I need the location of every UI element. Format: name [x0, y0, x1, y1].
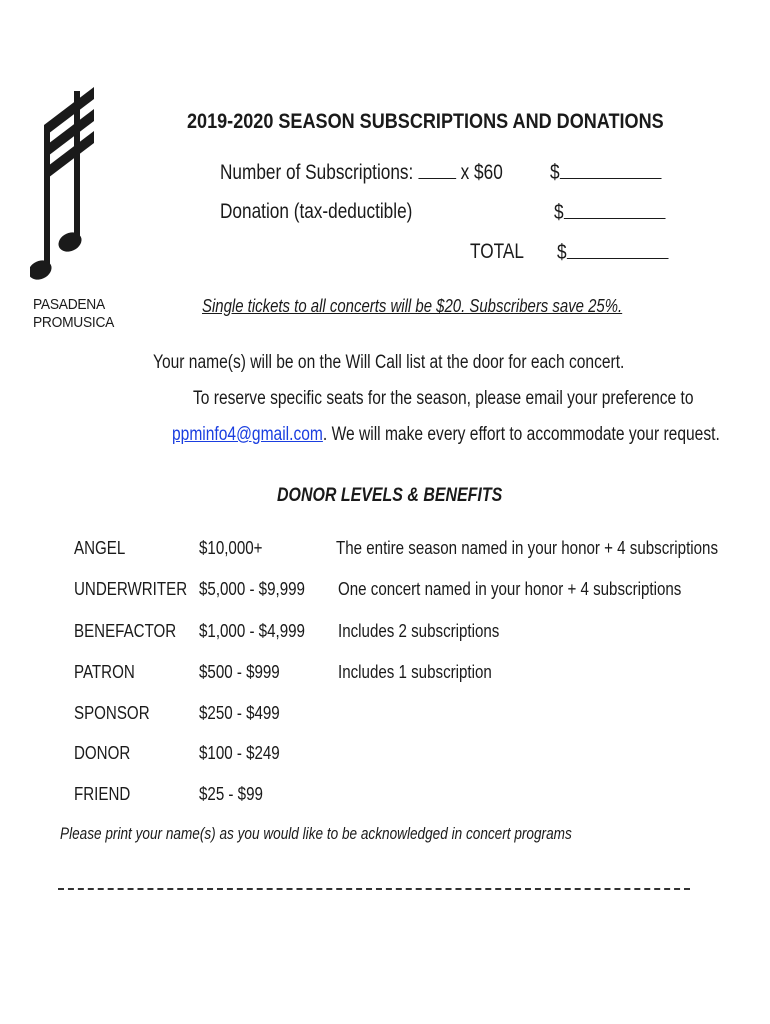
level-range: $100 - $249 — [199, 743, 280, 763]
subscriptions-count-field[interactable] — [418, 160, 456, 179]
donor-levels-title: DONOR LEVELS & BENEFITS — [277, 485, 503, 506]
level-name: DONOR — [74, 743, 131, 763]
level-range: $10,000+ — [199, 538, 263, 558]
subscriptions-label: Number of Subscriptions: — [220, 161, 414, 184]
level-name: FRIEND — [74, 784, 131, 804]
level-benefit: One concert named in your honor + 4 subscriptions — [338, 579, 682, 599]
logo-wordmark-line2: PROMUSICA — [33, 314, 115, 331]
currency-sign: $ — [554, 201, 564, 224]
level-name: SPONSOR — [74, 703, 150, 723]
donation-amount — [554, 200, 665, 225]
level-benefit: Includes 1 subscription — [338, 662, 492, 682]
level-name: PATRON — [74, 662, 135, 682]
level-benefit: Includes 2 subscriptions — [338, 621, 500, 641]
level-range: $250 - $499 — [199, 703, 280, 723]
subscriptions-price: x $60 — [460, 161, 503, 184]
subscriptions-row — [220, 160, 503, 185]
contact-line — [172, 424, 720, 446]
level-range: $500 - $999 — [199, 662, 280, 682]
level-name: ANGEL — [74, 538, 126, 558]
acknowledgement-instruction: Please print your name(s) as you would like to be acknowledged in concert programs — [60, 824, 572, 843]
donation-amount-field[interactable] — [564, 200, 666, 219]
level-range: $1,000 - $4,999 — [199, 621, 305, 641]
reserve-seats-info: To reserve specific seats for the season, please email your preference to — [193, 388, 694, 409]
donation-label: Donation (tax-deductible) — [220, 200, 413, 223]
logo-wordmark-line1: PASADENA — [33, 296, 105, 313]
currency-sign: $ — [550, 161, 560, 184]
music-note-logo-icon — [30, 85, 100, 285]
level-benefit: The entire season named in your honor + 4 subscriptions — [336, 538, 719, 558]
form-title: 2019-2020 SEASON SUBSCRIPTIONS AND DONATIONS — [187, 110, 664, 133]
will-call-info: Your name(s) will be on the Will Call list at the door for each concert. — [153, 352, 625, 373]
total-label: TOTAL — [470, 240, 524, 263]
name-entry-line[interactable] — [58, 888, 690, 890]
level-name: UNDERWRITER — [74, 579, 188, 599]
level-range: $25 - $99 — [199, 784, 263, 804]
accommodate-text: . We will make every effort to accommodate your request. — [322, 424, 720, 445]
total-amount-field[interactable] — [567, 240, 669, 259]
email-link[interactable]: ppminfo4@gmail.com — [172, 424, 323, 445]
level-name: BENEFACTOR — [74, 621, 177, 641]
total-amount — [557, 240, 668, 265]
subscriptions-amount — [550, 160, 661, 185]
level-range: $5,000 - $9,999 — [199, 579, 305, 599]
subscriptions-amount-field[interactable] — [560, 160, 662, 179]
ticket-price-note: Single tickets to all concerts will be $20. Subscribers save 25%. — [202, 296, 623, 316]
currency-sign: $ — [557, 241, 567, 264]
